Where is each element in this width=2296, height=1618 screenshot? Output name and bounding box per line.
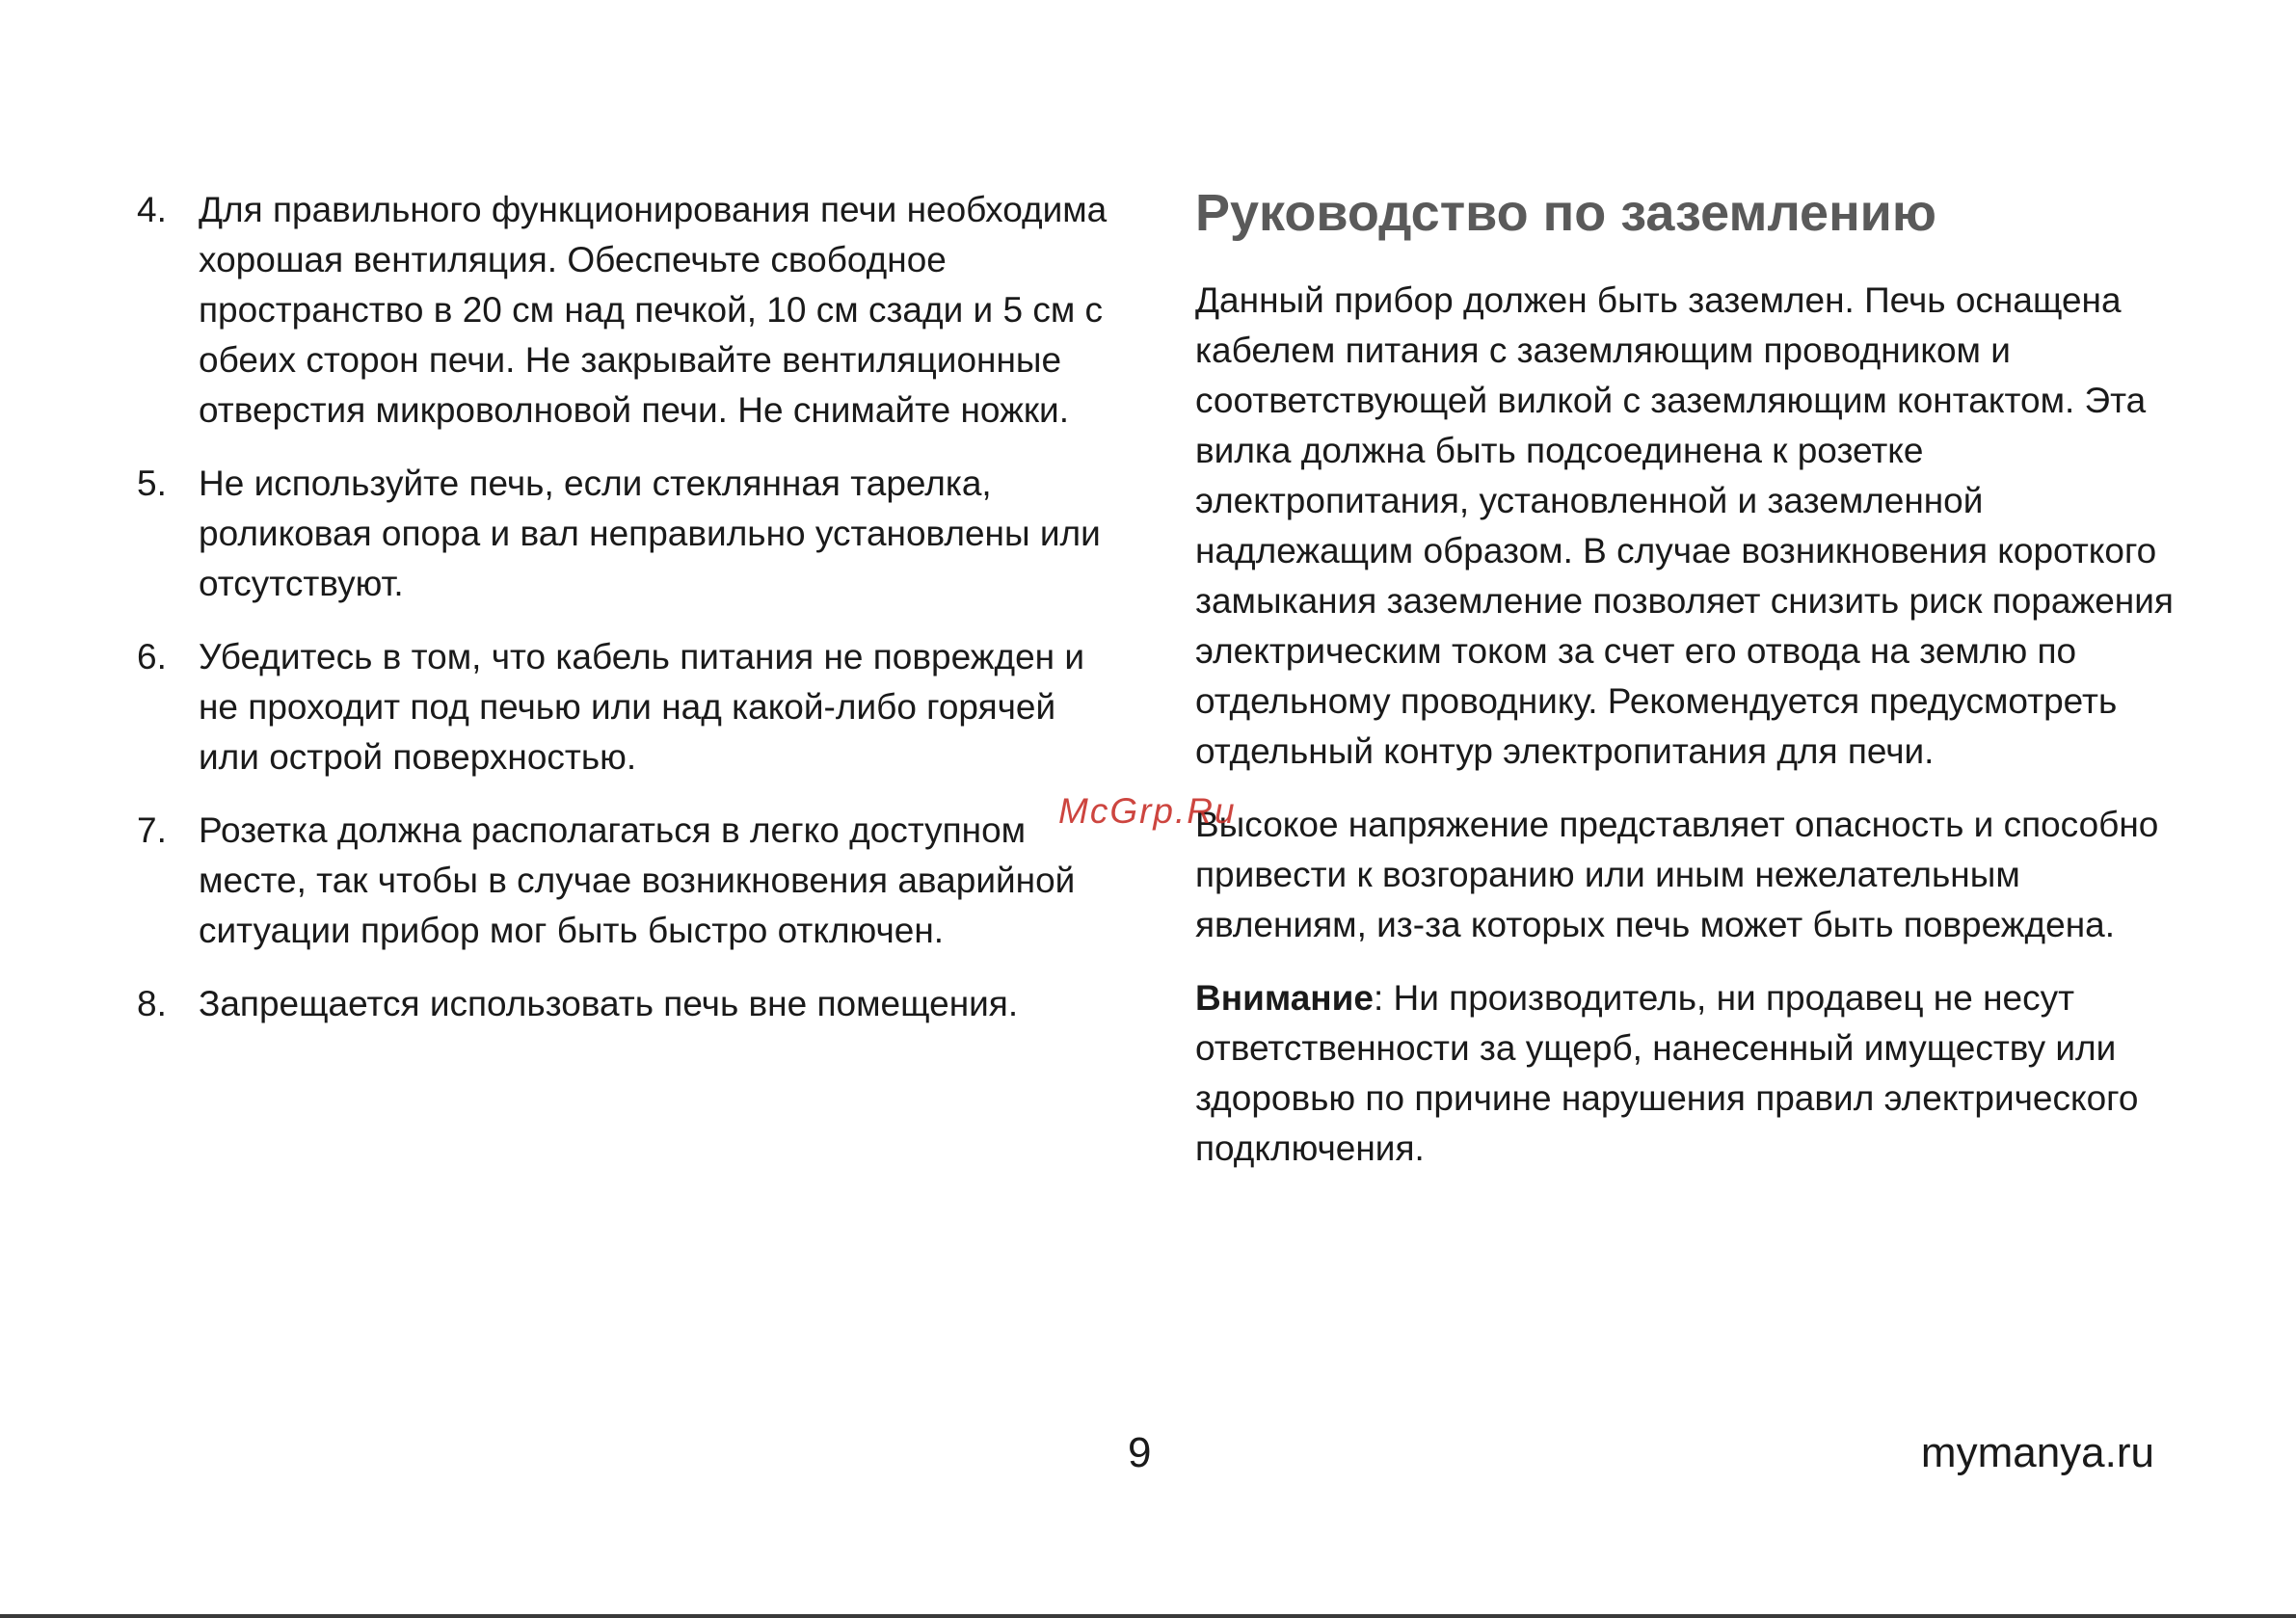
list-item-text: Для правильного функционирования печи необходима хорошая вентиляция. Обеспечьте свободное пространство в 20 см над печкой, 10 см сзади и 5 см с обеих сторон печи. Не закрывайте вентиляционные отверстия микроволновой печи. Не снимайте ножки. — [199, 190, 1108, 430]
section-title: Руководство по заземлению — [1195, 184, 1936, 242]
grounding-paragraph-2: Высокое напряжение представляет опасность и способно привести к возгоранию или иным нежелательным явлениям, из-за которых печь может быть повреждена. — [1195, 805, 2159, 944]
grounding-column — [1195, 179, 2178, 1197]
list-item — [137, 459, 1110, 609]
list-item-number: 5. — [137, 464, 167, 503]
list-item-text: Запрещается использовать печь вне помещения. — [199, 984, 1019, 1023]
list-item-number: 7. — [137, 810, 167, 850]
list-item-text: Не используйте печь, если стеклянная тарелка, роликовая опора и вал неправильно установлены или отсутствуют. — [199, 464, 1101, 603]
list-item-number: 4. — [137, 190, 167, 229]
list-item — [137, 632, 1110, 782]
warning-label: Внимание — [1195, 978, 1374, 1018]
warning-paragraph — [1195, 973, 2178, 1174]
grounding-paragraph-1: Данный прибор должен быть заземлен. Печь оснащена кабелем питания с заземляющим проводником и соответствующей вилкой с заземляющим контактом. Эта вилка должна быть подсоединена к розетке электропитания, установленной и заземленной надлежащим образом. В случае возникновения короткого замыкания заземление позволяет снизить риск поражения электрическим током за счет его отвода на землю по отдельному проводнику. Рекомендуется предусмотреть отдельный контур электропитания для печи. — [1195, 280, 2174, 771]
instructions-column — [137, 185, 1110, 1052]
list-item — [137, 806, 1110, 956]
list-item-number: 8. — [137, 984, 167, 1023]
warning-text: : Ни производитель, ни продавец не несут ответственности за ущерб, нанесенный имуществу или здоровью по причине нарушения правил электрического подключения. — [1195, 978, 2139, 1168]
page-number: 9 — [1128, 1429, 1152, 1476]
bottom-divider — [0, 1614, 2296, 1618]
site-footer: mymanya.ru — [1920, 1429, 2154, 1476]
list-item — [137, 979, 1110, 1029]
instructions-list — [137, 185, 1110, 1029]
list-item-text: Розетка должна располагаться в легко доступном месте, так чтобы в случае возникновения аварийной ситуации прибор мог быть быстро отключен. — [199, 810, 1076, 950]
list-item — [137, 185, 1110, 436]
list-item-text: Убедитесь в том, что кабель питания не поврежден и не проходит под печью или над какой-либо горячей или острой поверхностью. — [199, 637, 1085, 777]
list-item-number: 6. — [137, 637, 167, 676]
watermark: McGrp.Ru — [1058, 791, 1237, 831]
